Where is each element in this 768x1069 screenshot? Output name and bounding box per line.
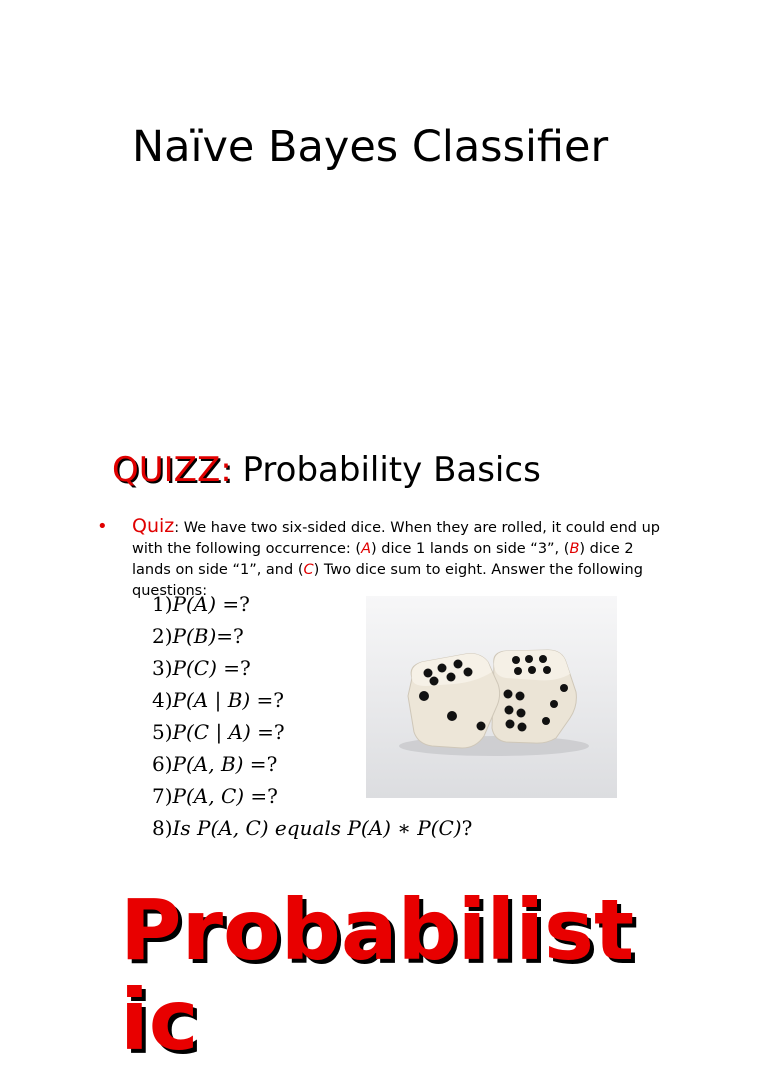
question-expression: P(C | A) <box>172 720 251 744</box>
question-number: 5) <box>152 720 173 744</box>
question-expression: P(A, C) <box>172 784 245 808</box>
question-number: 4) <box>152 688 173 712</box>
quiz-colon: : <box>174 520 180 536</box>
question-number: 3) <box>152 656 173 680</box>
question-number: 6) <box>152 752 173 776</box>
question-number: 7) <box>152 784 173 808</box>
quiz-text-2: ) dice 1 lands on side “3”, ( <box>371 541 570 557</box>
dice-image <box>366 596 617 798</box>
question-suffix: =? <box>243 752 278 776</box>
event-b: B <box>569 541 580 557</box>
question-suffix: =? <box>250 720 285 744</box>
quiz-text-1: We have two six-sided dice. When they are rolled, it could end up with the following occurrence: ( <box>132 520 660 557</box>
question-suffix: ? <box>461 816 473 840</box>
question-suffix: =? <box>244 784 278 808</box>
quiz-heading <box>112 448 541 492</box>
heading-line-2: ic <box>120 971 199 1069</box>
quiz-heading-accent: QUIZZ: <box>112 450 232 490</box>
event-a: A <box>361 541 372 557</box>
question-expression: P(A, B) <box>172 752 244 776</box>
question-expression: Is P(A, C) equals P(A) ∗ P(C) <box>172 816 462 840</box>
quiz-lead: Quiz <box>132 515 175 537</box>
question-expression: P(A) <box>172 592 217 616</box>
question-suffix: =? <box>216 656 251 680</box>
question-expression: P(A | B) <box>172 688 251 712</box>
question-suffix: =? <box>250 688 285 712</box>
question-item <box>152 812 472 844</box>
question-number: 1) <box>152 592 173 616</box>
quiz-text-4: ) Two dice sum to eight. Answer the following questions: <box>132 562 643 599</box>
question-number: 2) <box>152 624 173 648</box>
probabilistic-heading <box>120 881 635 1069</box>
slide-title: Naïve Bayes Classifier <box>132 122 609 172</box>
bullet-icon: • <box>97 516 108 537</box>
question-number: 8) <box>152 816 173 840</box>
event-c: C <box>303 562 314 578</box>
heading-line-1: Probabilist <box>120 881 635 979</box>
quiz-heading-rest: Probability Basics <box>231 450 541 490</box>
question-suffix: =? <box>216 624 244 648</box>
quiz-text-3: ) dice 2 lands on side “1”, and ( <box>132 541 634 578</box>
question-expression: P(B) <box>172 624 217 648</box>
question-expression: P(C) <box>172 656 217 680</box>
question-suffix: =? <box>216 592 250 616</box>
